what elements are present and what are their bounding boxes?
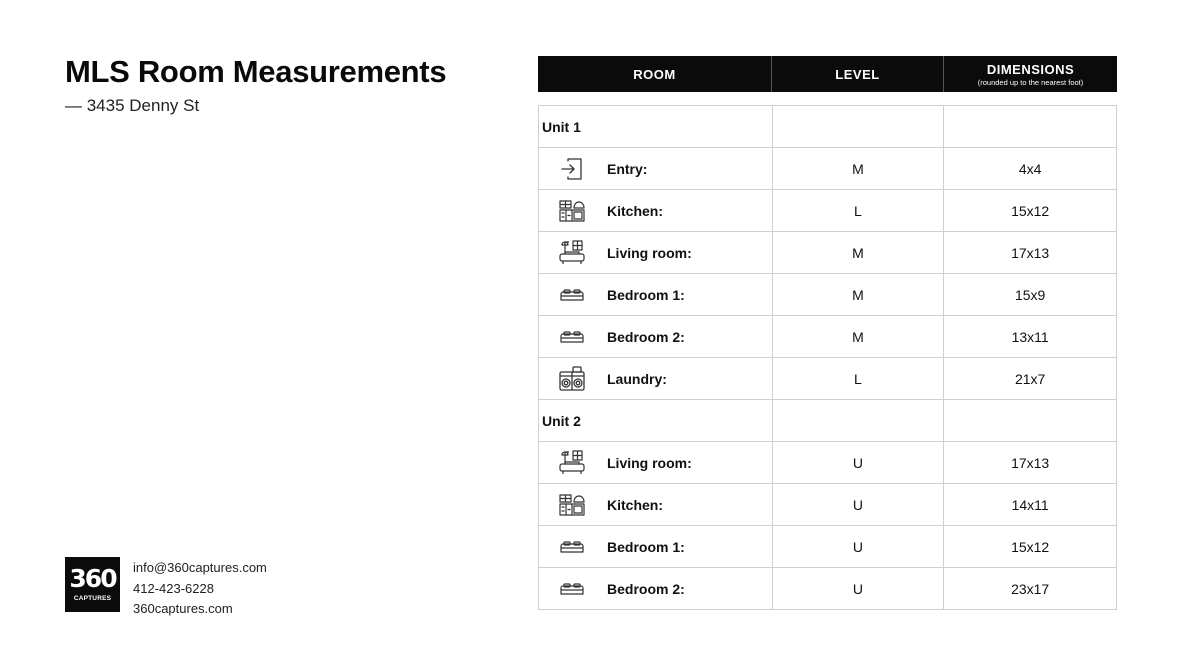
living-room-icon: [557, 238, 587, 268]
dimensions-cell: 21x7: [944, 358, 1117, 400]
table-header: [538, 56, 1117, 92]
level-cell: L: [773, 190, 945, 232]
level-cell: U: [773, 442, 945, 484]
room-name: Living room:: [607, 244, 692, 261]
living-room-icon: [557, 448, 587, 478]
unit-label: Unit 2: [539, 400, 773, 442]
level-cell: M: [773, 148, 945, 190]
room-cell: [539, 484, 773, 526]
header-dimensions: DIMENSIONS (rounded up to the nearest foot): [977, 61, 1084, 87]
room-cell: [539, 148, 773, 190]
room-name: Living room:: [607, 454, 692, 471]
room-cell: [539, 568, 773, 610]
contact-info: [133, 558, 267, 620]
header-room: ROOM: [538, 56, 772, 92]
table-row: [539, 526, 1117, 568]
dimensions-cell: 15x12: [944, 190, 1117, 232]
dimensions-cell: 14x11: [944, 484, 1117, 526]
bed-icon: [557, 322, 587, 352]
room-cell: [539, 316, 773, 358]
dimensions-cell: 17x13: [944, 442, 1117, 484]
logo-caption: CAPTURES: [73, 595, 112, 602]
bed-icon: [557, 532, 587, 562]
dimensions-cell: 4x4: [944, 148, 1117, 190]
level-cell: L: [773, 358, 945, 400]
level-cell: U: [773, 526, 945, 568]
table-row: [539, 442, 1117, 484]
room-name: Bedroom 2:: [607, 328, 685, 345]
room-cell: [539, 274, 773, 316]
empty-cell: [773, 400, 945, 442]
logo-number: 360: [69, 564, 116, 593]
table-row: [539, 358, 1117, 400]
room-name: Bedroom 2:: [607, 580, 685, 597]
room-name: Laundry:: [607, 370, 667, 387]
table-row: [539, 232, 1117, 274]
laundry-icon: [557, 364, 587, 394]
entry-icon: [557, 154, 587, 184]
empty-cell: [944, 400, 1117, 442]
dimensions-cell: 15x12: [944, 526, 1117, 568]
dimensions-cell: 23x17: [944, 568, 1117, 610]
table-row: [539, 316, 1117, 358]
room-cell: [539, 358, 773, 400]
dimensions-cell: 13x11: [944, 316, 1117, 358]
contact-phone: 412-423-6228: [133, 580, 214, 596]
bed-icon: [557, 574, 587, 604]
empty-cell: [773, 106, 945, 148]
level-cell: M: [773, 316, 945, 358]
room-table: [538, 105, 1117, 610]
table-row: [539, 568, 1117, 610]
room-cell: [539, 190, 773, 232]
header-dimensions-note: (rounded up to the nearest foot): [977, 77, 1084, 87]
unit-label: Unit 1: [539, 106, 773, 148]
level-cell: U: [773, 484, 945, 526]
table-row: [539, 148, 1117, 190]
room-name: Entry:: [607, 160, 648, 177]
room-cell: [539, 442, 773, 484]
room-cell: [539, 232, 773, 274]
page-subtitle: — 3435 Denny St: [65, 96, 200, 115]
table-row: [539, 274, 1117, 316]
company-logo: [65, 557, 120, 612]
contact-website: 360captures.com: [133, 601, 233, 616]
bed-icon: [557, 280, 587, 310]
kitchen-icon: [557, 196, 587, 226]
empty-cell: [944, 106, 1117, 148]
kitchen-icon: [557, 490, 587, 520]
dimensions-cell: 15x9: [944, 274, 1117, 316]
dimensions-cell: 17x13: [944, 232, 1117, 274]
table-row: [539, 484, 1117, 526]
unit-section-row: [539, 106, 1117, 148]
level-cell: U: [773, 568, 945, 610]
room-name: Kitchen:: [607, 496, 663, 513]
page-title: MLS Room Measurements: [65, 54, 447, 89]
contact-email: info@360captures.com: [133, 560, 267, 575]
room-name: Bedroom 1:: [607, 286, 685, 303]
level-cell: M: [773, 232, 945, 274]
level-cell: M: [773, 274, 945, 316]
room-cell: [539, 526, 773, 568]
table-row: [539, 190, 1117, 232]
room-name: Kitchen:: [607, 202, 663, 219]
room-name: Bedroom 1:: [607, 538, 685, 555]
header-level: LEVEL: [772, 56, 944, 92]
unit-section-row: [539, 400, 1117, 442]
